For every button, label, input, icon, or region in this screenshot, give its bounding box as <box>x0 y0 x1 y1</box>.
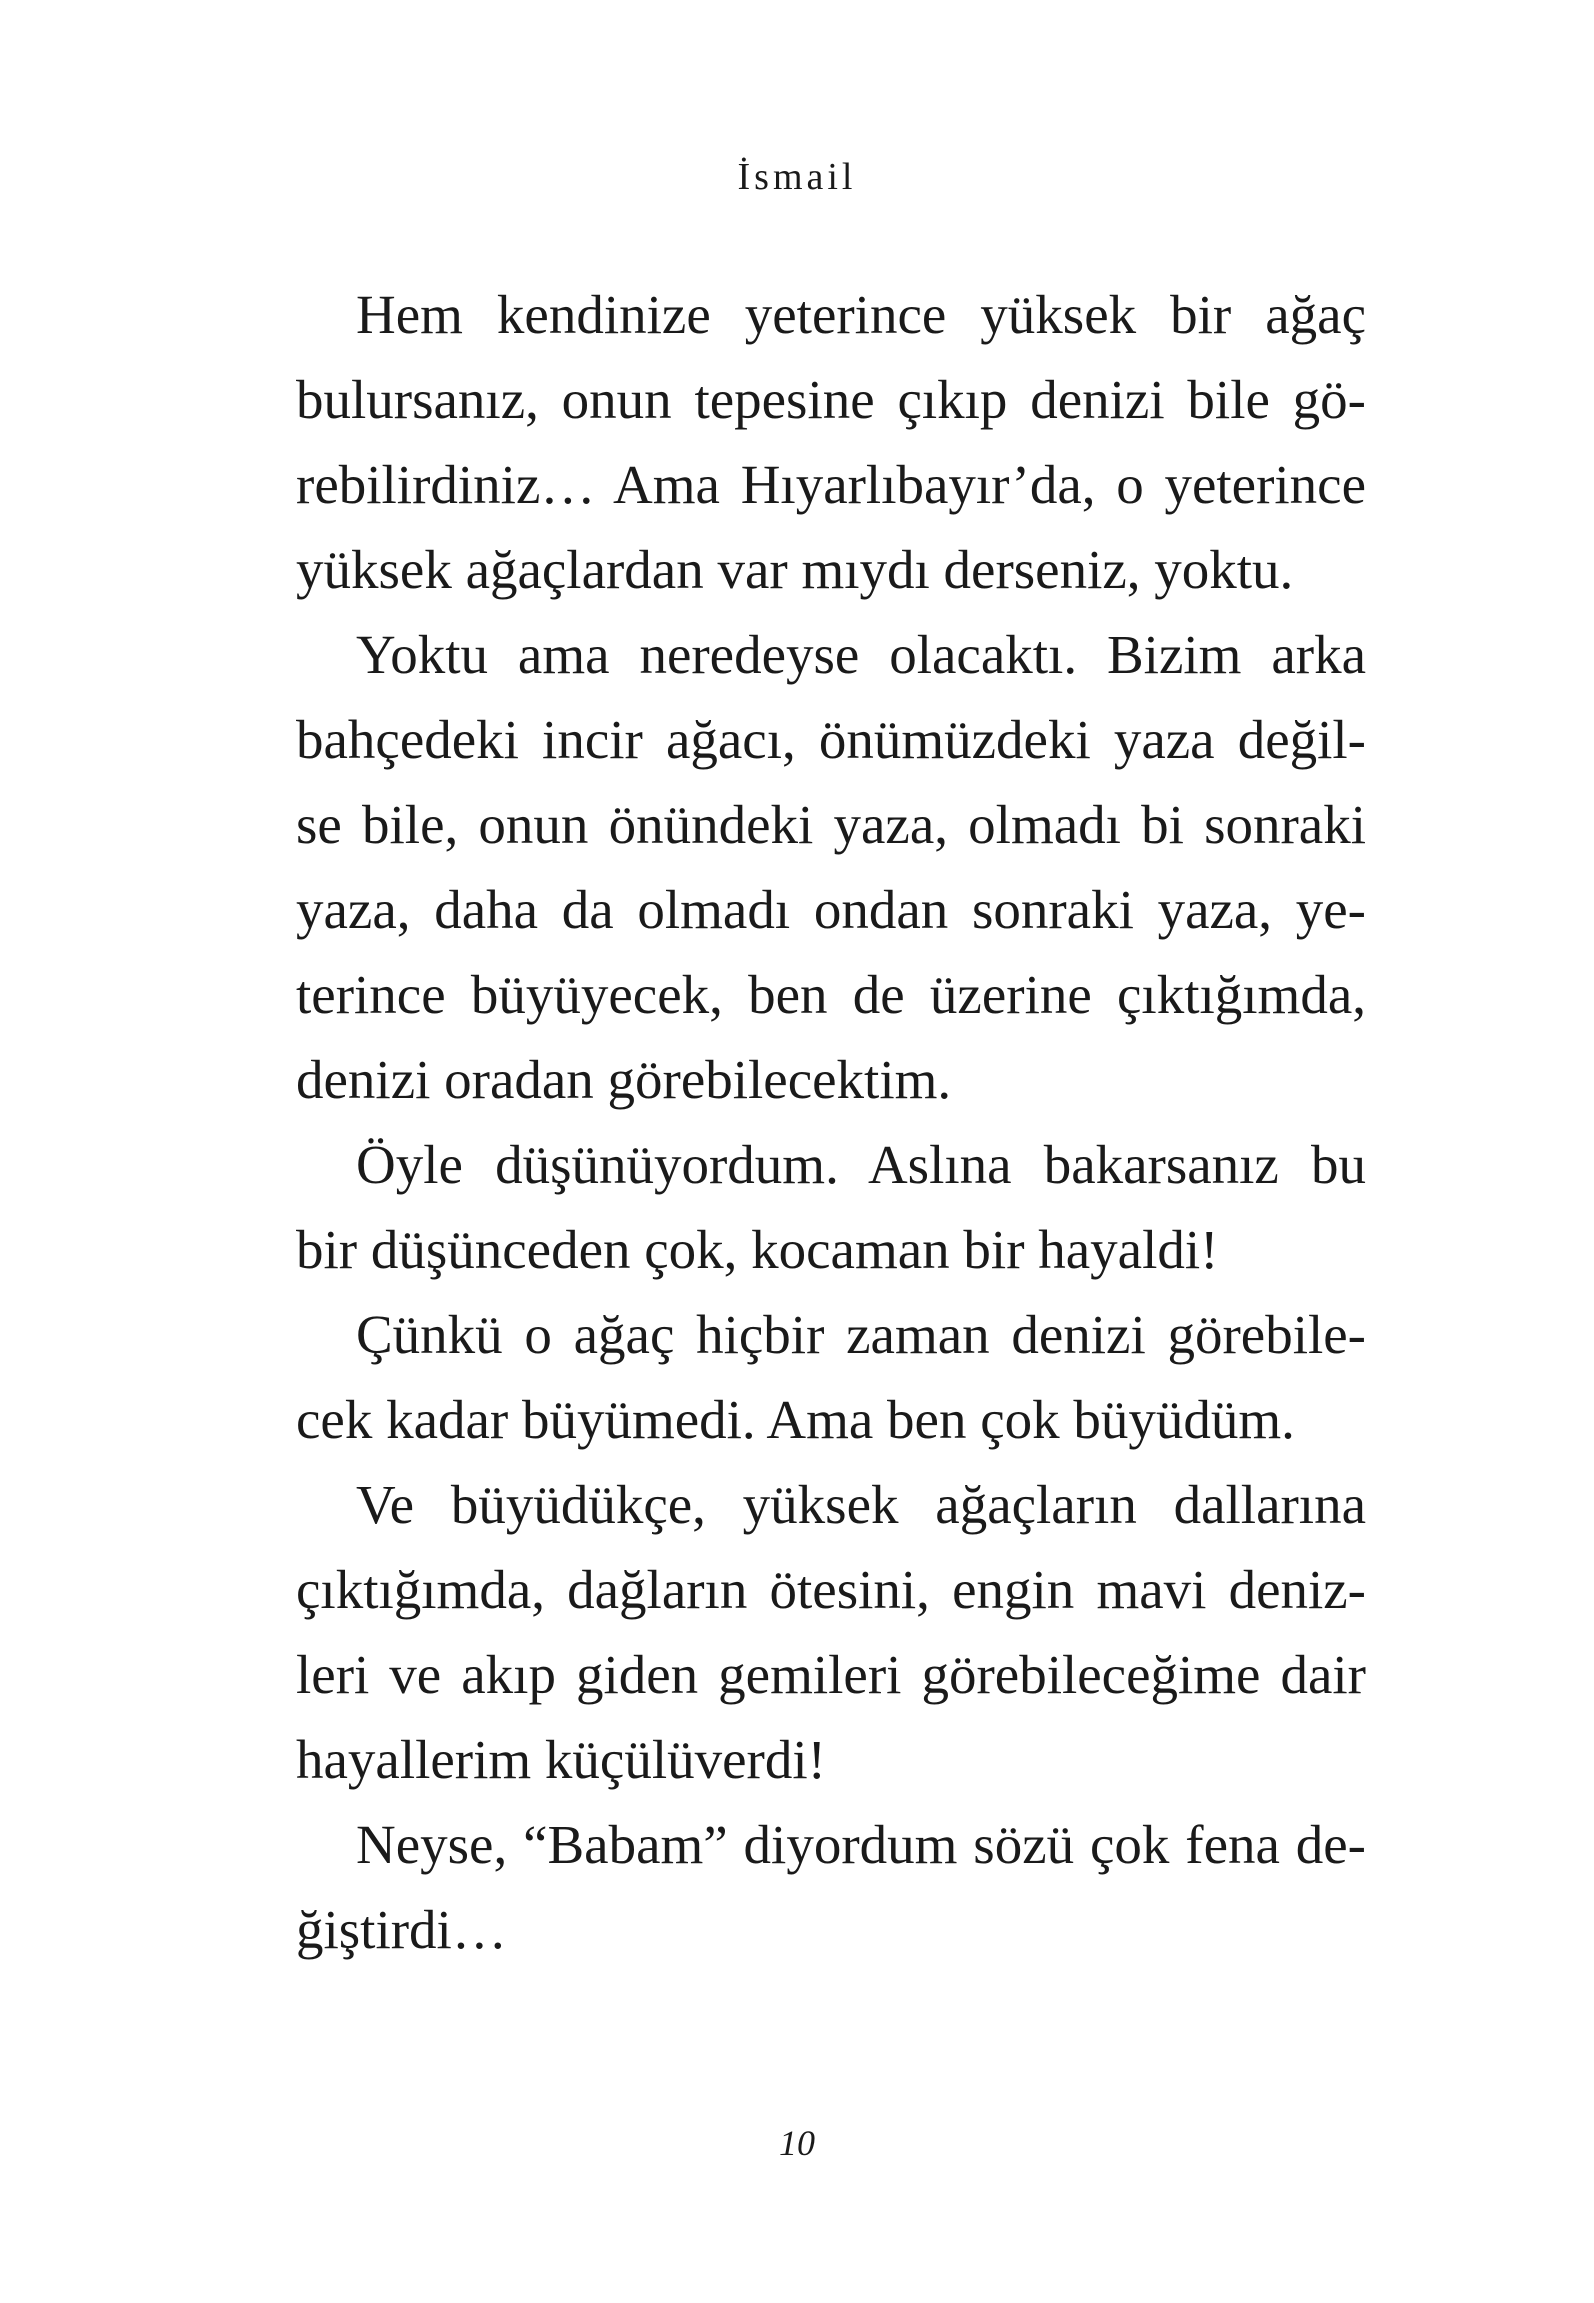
page-number: 10 <box>779 2123 815 2163</box>
text-line: denizi oradan görebilecektim. <box>296 1049 952 1110</box>
text-line: Öyle düşünüyordum. Aslına bakarsanız bu <box>356 1134 1366 1195</box>
text-line: terince büyüyecek, ben de üzerine çıktığımda, <box>296 964 1366 1025</box>
text-line: cek kadar büyümedi. Ama ben çok büyüdüm. <box>296 1389 1295 1450</box>
running-head: İsmail <box>737 156 857 198</box>
text-line: yaza, daha da olmadı ondan sonraki yaza, ye- <box>296 879 1366 940</box>
text-line: yüksek ağaçlardan var mıydı derseniz, yoktu. <box>296 539 1294 600</box>
text-line: leri ve akıp giden gemileri görebileceğime dair <box>296 1644 1366 1705</box>
body-text <box>296 272 1366 1972</box>
text-line: Yoktu ama neredeyse olacaktı. Bizim arka <box>356 624 1366 685</box>
text-line: bulursanız, onun tepesine çıkıp denizi bile gö- <box>296 369 1366 430</box>
text-line: bir düşünceden çok, kocaman bir hayaldi! <box>296 1219 1219 1280</box>
text-line: çıktığımda, dağların ötesini, engin mavi deniz- <box>296 1559 1366 1620</box>
text-line: Hem kendinize yeterince yüksek bir ağaç <box>356 284 1366 345</box>
text-line: se bile, onun önündeki yaza, olmadı bi sonraki <box>296 794 1366 855</box>
text-line: Ve büyüdükçe, yüksek ağaçların dallarına <box>356 1474 1366 1535</box>
text-line: bahçedeki incir ağacı, önümüzdeki yaza değil- <box>296 709 1366 770</box>
text-line: Neyse, “Babam” diyordum sözü çok fena de- <box>356 1814 1366 1875</box>
text-line: hayallerim küçülüverdi! <box>296 1729 826 1790</box>
text-line: Çünkü o ağaç hiçbir zaman denizi görebile- <box>356 1304 1366 1365</box>
text-line: ğiştirdi… <box>296 1899 507 1960</box>
text-line: rebilirdiniz… Ama Hıyarlıbayır’da, o yeterince <box>296 454 1366 515</box>
